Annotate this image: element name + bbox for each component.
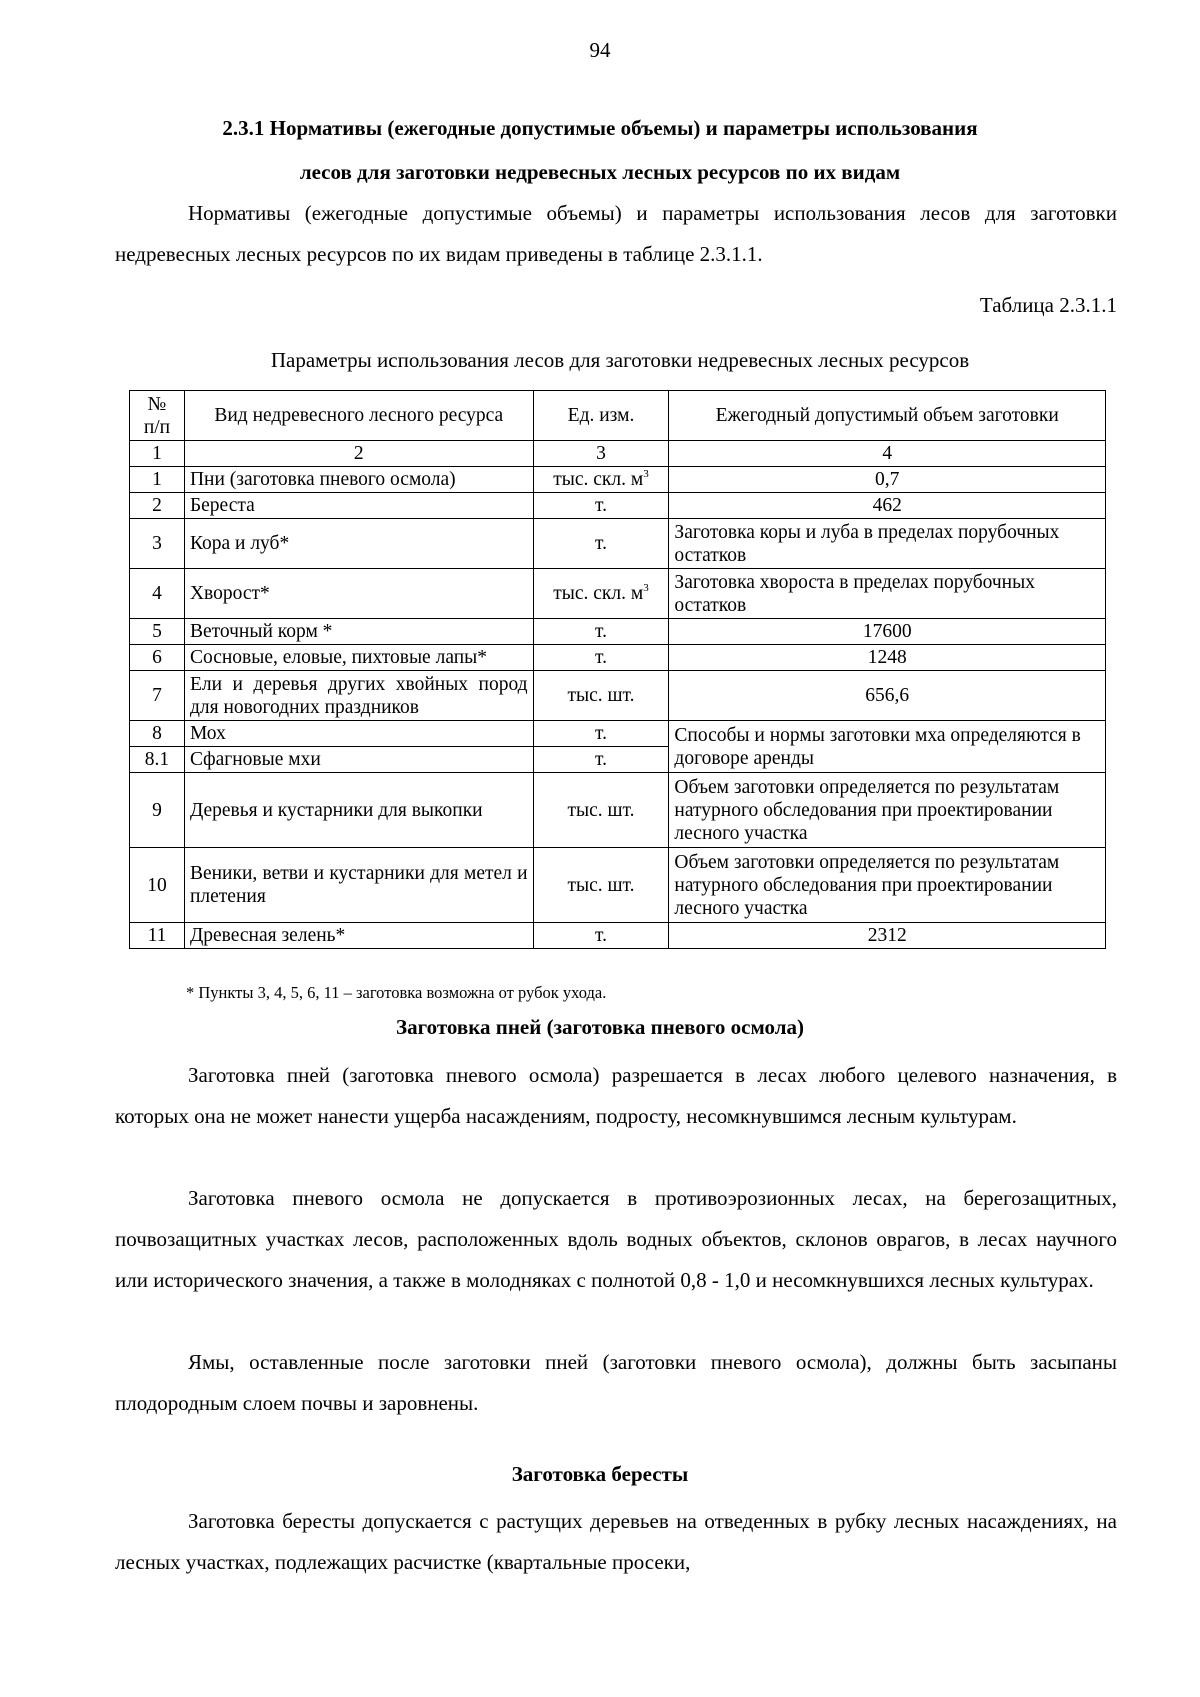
table-row [130, 671, 1106, 721]
table-row [130, 773, 1106, 848]
row-number: 10 [130, 848, 185, 923]
unit-cell: т. [533, 923, 669, 949]
table-row [130, 848, 1106, 923]
column-number: 3 [533, 441, 669, 467]
table-label: Таблица 2.3.1.1 [979, 293, 1117, 317]
header-num [130, 391, 185, 441]
row-number: 8 [130, 721, 185, 747]
row-number: 9 [130, 773, 185, 848]
volume-cell: 1248 [669, 645, 1106, 671]
header-unit: Ед. изм. [533, 391, 669, 441]
volume-cell: Объем заготовки определяется по результатам натурного обследования при проектировании лесного участка [669, 848, 1106, 923]
section-title-birch-bark: Заготовка бересты [511, 1462, 689, 1486]
unit-superscript: 3 [643, 582, 649, 594]
table-header-row [130, 391, 1106, 441]
resource-name: Мох [184, 721, 533, 747]
unit-cell: т. [533, 493, 669, 519]
volume-cell: Заготовка хвороста в пределах порубочных остатков [669, 569, 1106, 619]
table-row [130, 493, 1106, 519]
column-number: 4 [669, 441, 1106, 467]
resource-name: Ели и деревья других хвойных пород для новогодних праздников [184, 671, 533, 721]
parameters-table [129, 390, 1106, 949]
header-num-abbr: п/п [143, 416, 171, 438]
unit-superscript: 3 [643, 468, 649, 480]
header-volume: Ежегодный допустимый объем заготовки [669, 391, 1106, 441]
section-title-stumps: Заготовка пней (заготовка пневого осмола) [396, 1015, 804, 1039]
birch-bark-paragraph: Заготовка бересты допускается с растущих деревьев на отведенных в рубку лесных насаждениях, на лесных участках, подлежащих расчистке (квартальные просеки, [115, 1509, 1117, 1574]
table-row [130, 569, 1106, 619]
row-number: 4 [130, 569, 185, 619]
unit-cell: т. [533, 519, 669, 569]
resource-name: Хворост* [184, 569, 533, 619]
unit-cell: тыс. шт. [533, 773, 669, 848]
table-row [130, 645, 1106, 671]
row-number: 6 [130, 645, 185, 671]
unit-cell: т. [533, 747, 669, 773]
resource-name: Веточный корм * [184, 619, 533, 645]
volume-cell: 17600 [669, 619, 1106, 645]
volume-cell: 0,7 [669, 467, 1106, 493]
column-number-row [130, 441, 1106, 467]
volume-cell: 656,6 [669, 671, 1106, 721]
row-number: 2 [130, 493, 185, 519]
stumps-paragraph-3: Ямы, оставленные после заготовки пней (заготовки пневого осмола), должны быть засыпаны плодородным слоем почвы и заровнены. [115, 1350, 1117, 1415]
column-number: 1 [130, 441, 185, 467]
table-row [130, 467, 1106, 493]
unit-cell: т. [533, 619, 669, 645]
stumps-paragraph-1: Заготовка пней (заготовка пневого осмола) разрешается в лесах любого целевого назначения, в которых она не может нанести ущерба насаждениям, подросту, несомкнувшимся лесным культурам. [115, 1063, 1117, 1128]
row-number: 1 [130, 467, 185, 493]
intro-paragraph: Нормативы (ежегодные допустимые объемы) и параметры использования лесов для заготовки недревесных лесных ресурсов по их видам приведены в таблице 2.3.1.1. [115, 201, 1117, 266]
header-resource: Вид недревесного лесного ресурса [184, 391, 533, 441]
unit-cell: тыс. шт. [533, 848, 669, 923]
resource-name: Кора и луб* [184, 519, 533, 569]
resource-name: Сосновые, еловые, пихтовые лапы* [184, 645, 533, 671]
header-num-symbol: № [147, 393, 167, 415]
unit-cell [533, 569, 669, 619]
volume-cell: 462 [669, 493, 1106, 519]
volume-cell: Объем заготовки определяется по результатам натурного обследования при проектировании лесного участка [669, 773, 1106, 848]
unit-text: тыс. скл. м [553, 583, 644, 604]
table-row [130, 619, 1106, 645]
resource-name: Пни (заготовка пневого осмола) [184, 467, 533, 493]
resource-name: Деревья и кустарники для выкопки [184, 773, 533, 848]
resource-name: Веники, ветви и кустарники для метел и плетения [184, 848, 533, 923]
row-number: 5 [130, 619, 185, 645]
resource-name: Береста [184, 493, 533, 519]
volume-cell: Заготовка коры и луба в пределах порубочных остатков [669, 519, 1106, 569]
table-row [130, 923, 1106, 949]
section-heading-line-1: 2.3.1 Нормативы (ежегодные допустимые объемы) и параметры использования [222, 116, 978, 140]
row-number: 11 [130, 923, 185, 949]
volume-cell: Способы и нормы заготовки мха определяются в договоре аренды [669, 721, 1106, 773]
stumps-paragraph-2: Заготовка пневого осмола не допускается в противоэрозионных лесах, на берегозащитных, почвозащитных участках лесов, расположенных вдоль водных объектов, склонов оврагов, в лесах научного или исторического значения, а также в молодняках с полнотой 0,8 - 1,0 и несомкнувшихся лесных культурах. [115, 1186, 1117, 1292]
row-number: 7 [130, 671, 185, 721]
table-footnote: * Пункты 3, 4, 5, 6, 11 – заготовка возможна от рубок ухода. [186, 983, 607, 1002]
unit-text: тыс. скл. м [553, 469, 644, 490]
unit-cell: т. [533, 645, 669, 671]
unit-cell: тыс. шт. [533, 671, 669, 721]
table-row [130, 519, 1106, 569]
unit-cell: т. [533, 721, 669, 747]
table-row [130, 721, 1106, 747]
table-caption: Параметры использования лесов для заготовки недревесных лесных ресурсов [270, 348, 970, 372]
resource-name: Древесная зелень* [184, 923, 533, 949]
resource-name: Сфагновые мхи [184, 747, 533, 773]
unit-cell [533, 467, 669, 493]
column-number: 2 [184, 441, 533, 467]
row-number: 8.1 [130, 747, 185, 773]
row-number: 3 [130, 519, 185, 569]
volume-cell: 2312 [669, 923, 1106, 949]
section-heading-line-2: лесов для заготовки недревесных лесных ресурсов по их видам [299, 160, 901, 184]
page-number: 94 [589, 38, 611, 62]
